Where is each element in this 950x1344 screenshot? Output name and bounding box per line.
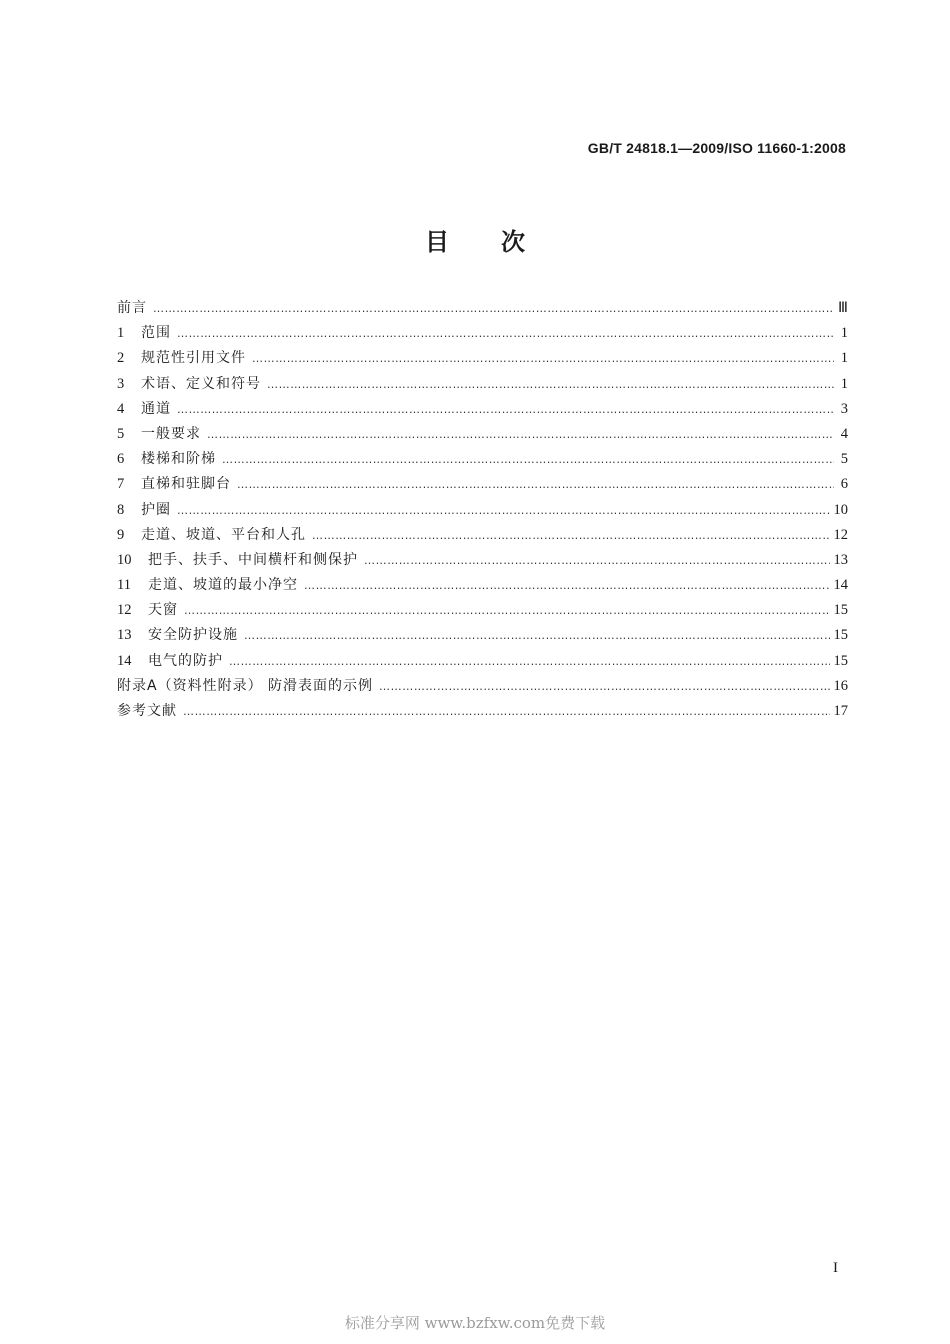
toc-entry-11[interactable] — [117, 573, 848, 598]
toc-section-number: 9 — [117, 526, 125, 543]
toc-page-number: 6 — [840, 476, 848, 493]
toc-leader-dots — [244, 623, 830, 648]
toc-entry-title: 安全防护设施 — [148, 627, 238, 644]
toc-page-number: 16 — [833, 677, 848, 694]
toc-page-number: 12 — [833, 526, 848, 543]
page-title: 目次 — [425, 228, 577, 256]
toc-entry-8[interactable] — [117, 498, 848, 523]
toc-entry-10[interactable] — [117, 548, 848, 573]
toc-page-number: 14 — [833, 577, 848, 594]
toc-entry-3[interactable] — [117, 372, 848, 397]
toc-entry-title: 附录A（资料性附录） 防滑表面的示例 — [117, 677, 374, 694]
toc-entry-title: 范围 — [141, 325, 171, 342]
toc-page-number: 5 — [840, 451, 848, 468]
toc-section-number: 8 — [117, 501, 125, 518]
toc-entry-title: 通道 — [141, 400, 171, 417]
toc-leader-dots — [177, 321, 834, 346]
toc-leader-dots — [237, 472, 834, 497]
toc-leader-dots — [304, 573, 830, 598]
toc-page-number: Ⅲ — [838, 300, 848, 316]
toc-entry-title: 天窗 — [148, 602, 178, 619]
toc-entry-14[interactable] — [117, 649, 848, 674]
toc-entry-4[interactable] — [117, 397, 848, 422]
toc-entry-title: 前言 — [117, 300, 147, 316]
toc-leader-dots — [364, 548, 830, 573]
toc-page-number: 1 — [840, 325, 848, 342]
toc-entry-title: 走道、坡道的最小净空 — [148, 577, 298, 594]
toc-entry-2[interactable] — [117, 346, 848, 371]
toc-entry-title: 护圈 — [141, 501, 171, 518]
toc-entry-5[interactable] — [117, 422, 848, 447]
toc-section-number: 7 — [117, 476, 125, 493]
toc-page-number: 15 — [833, 602, 848, 619]
toc-page-number: 15 — [833, 627, 848, 644]
toc-page-number: 13 — [833, 551, 848, 568]
toc-leader-dots — [177, 498, 830, 523]
toc-section-number: 13 — [117, 627, 132, 644]
toc-page-number: 4 — [840, 425, 848, 442]
page-number: I — [833, 1260, 838, 1276]
toc-entry-title: 直梯和驻脚台 — [141, 476, 231, 493]
table-of-contents — [117, 296, 848, 724]
toc-entry-foreword[interactable] — [117, 296, 848, 321]
toc-section-number: 3 — [117, 375, 125, 392]
toc-page-number: 15 — [833, 652, 848, 669]
toc-leader-dots — [267, 372, 834, 397]
toc-page-number: 3 — [840, 400, 848, 417]
toc-section-number: 11 — [117, 577, 131, 594]
toc-section-number: 14 — [117, 652, 132, 669]
toc-page-number: 17 — [833, 703, 848, 719]
toc-leader-dots — [183, 699, 830, 724]
toc-section-number: 1 — [117, 325, 125, 342]
toc-page-number: 1 — [840, 350, 848, 367]
toc-entry-title: 参考文献 — [117, 703, 177, 719]
standard-number: GB/T 24818.1—2009/ISO 11660-1:2008 — [587, 140, 846, 156]
toc-leader-dots — [153, 296, 834, 321]
toc-section-number: 6 — [117, 451, 125, 468]
toc-leader-dots — [177, 397, 834, 422]
toc-leader-dots — [184, 598, 830, 623]
toc-entry-12[interactable] — [117, 598, 848, 623]
toc-entry-title: 楼梯和阶梯 — [141, 451, 216, 468]
toc-entry-9[interactable] — [117, 523, 848, 548]
toc-leader-dots — [312, 523, 830, 548]
toc-page-number: 10 — [833, 501, 848, 518]
toc-section-number: 5 — [117, 425, 125, 442]
watermark: 标准分享网 www.bzfxw.com免费下载 — [344, 1314, 606, 1332]
toc-entry-title: 把手、扶手、中间横杆和侧保护 — [148, 551, 358, 568]
toc-leader-dots — [222, 447, 834, 472]
toc-entry-1[interactable] — [117, 321, 848, 346]
toc-entry-title: 电气的防护 — [148, 652, 223, 669]
toc-entry-title: 一般要求 — [141, 425, 201, 442]
toc-section-number: 12 — [117, 602, 132, 619]
toc-entry-title: 术语、定义和符号 — [141, 375, 261, 392]
toc-entry-7[interactable] — [117, 472, 848, 497]
toc-entry-title: 走道、坡道、平台和人孔 — [141, 526, 306, 543]
toc-entry-bibliography[interactable] — [117, 699, 848, 724]
toc-section-number: 10 — [117, 551, 132, 568]
toc-leader-dots — [229, 649, 830, 674]
toc-section-number: 2 — [117, 350, 125, 367]
toc-leader-dots — [207, 422, 834, 447]
toc-page-number: 1 — [840, 375, 848, 392]
toc-entry-annex-a[interactable] — [117, 674, 848, 699]
toc-leader-dots — [379, 674, 829, 699]
toc-entry-6[interactable] — [117, 447, 848, 472]
toc-leader-dots — [252, 346, 834, 371]
toc-entry-13[interactable] — [117, 623, 848, 648]
toc-section-number: 4 — [117, 400, 125, 417]
toc-entry-title: 规范性引用文件 — [141, 350, 246, 367]
